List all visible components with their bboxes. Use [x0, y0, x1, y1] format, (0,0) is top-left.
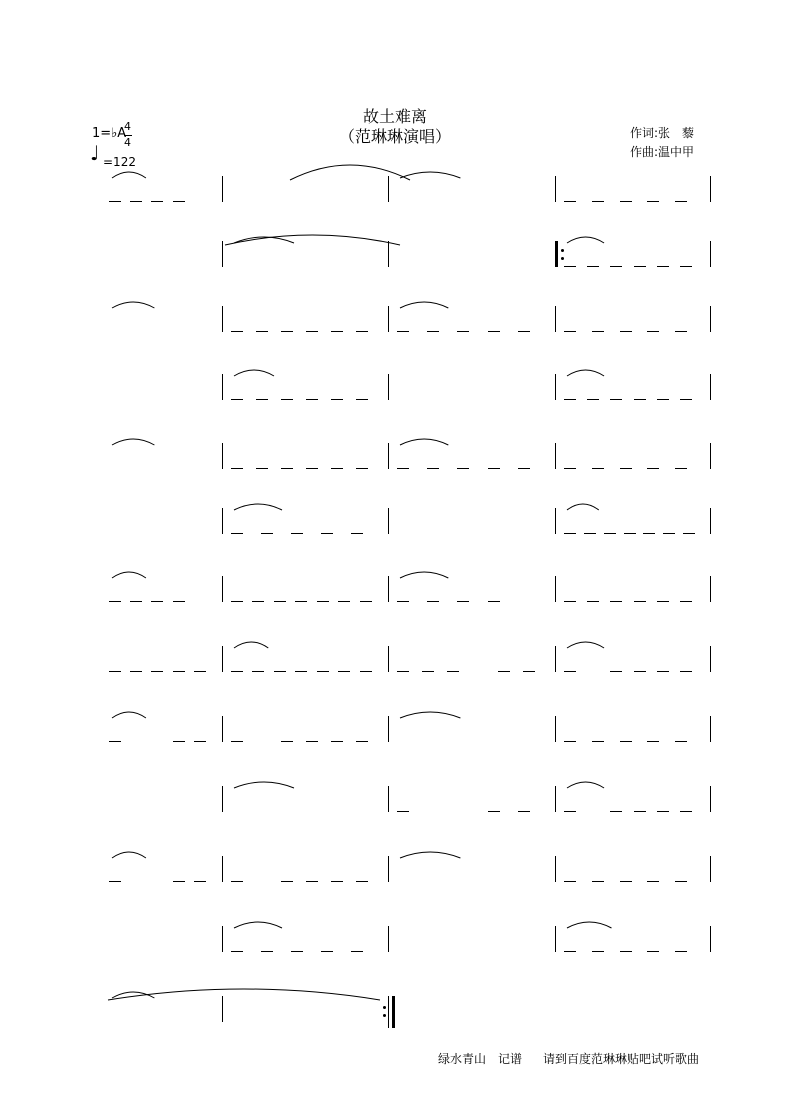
slur	[225, 235, 400, 245]
barline	[555, 176, 556, 202]
barline	[555, 716, 556, 742]
final-barline-thick	[392, 996, 395, 1028]
duration-underline	[360, 601, 372, 602]
barline	[222, 926, 223, 952]
duration-underline	[231, 468, 243, 469]
duration-underline	[252, 671, 264, 672]
duration-underline	[109, 201, 121, 202]
duration-underline	[680, 266, 692, 267]
duration-underline	[647, 951, 659, 952]
duration-underline	[634, 601, 646, 602]
duration-underline	[564, 533, 576, 534]
slur	[112, 302, 154, 308]
duration-underline	[427, 601, 439, 602]
barline	[555, 443, 556, 469]
barline	[710, 306, 711, 332]
duration-underline	[620, 881, 632, 882]
notator-credit: 绿水青山 记谱	[438, 1052, 523, 1066]
barline	[710, 856, 711, 882]
barline	[710, 716, 711, 742]
slur	[234, 504, 282, 510]
duration-underline	[675, 468, 687, 469]
duration-underline	[321, 533, 333, 534]
barline	[710, 926, 711, 952]
duration-underline	[261, 533, 273, 534]
duration-underline	[663, 533, 675, 534]
barline	[222, 241, 223, 267]
barline	[388, 374, 389, 400]
duration-underline	[151, 201, 163, 202]
barline	[388, 856, 389, 882]
duration-underline	[306, 741, 318, 742]
duration-underline	[523, 671, 535, 672]
duration-underline	[397, 671, 409, 672]
tempo-marking: =122	[103, 155, 136, 169]
slur	[234, 370, 274, 376]
duration-underline	[457, 468, 469, 469]
song-subtitle: （范琳琳演唱）	[338, 127, 451, 146]
slur	[567, 782, 604, 788]
barline	[555, 306, 556, 332]
duration-underline	[657, 671, 669, 672]
duration-underline	[306, 331, 318, 332]
repeat-start-barline	[555, 241, 558, 267]
duration-underline	[281, 468, 293, 469]
duration-underline	[356, 741, 368, 742]
duration-underline	[274, 671, 286, 672]
duration-underline	[447, 671, 459, 672]
duration-underline	[564, 468, 576, 469]
duration-underline	[680, 601, 692, 602]
slur	[112, 172, 146, 178]
duration-underline	[194, 671, 206, 672]
slur	[234, 922, 282, 928]
duration-underline	[643, 533, 655, 534]
duration-underline	[634, 266, 646, 267]
quarter-note-icon: ♩	[90, 141, 100, 165]
duration-underline	[231, 399, 243, 400]
duration-underline	[634, 811, 646, 812]
duration-underline	[634, 671, 646, 672]
duration-underline	[604, 533, 616, 534]
duration-underline	[231, 741, 243, 742]
barline	[710, 176, 711, 202]
barline	[388, 176, 389, 202]
duration-underline	[317, 601, 329, 602]
duration-underline	[427, 331, 439, 332]
repeat-dot	[561, 257, 564, 260]
duration-underline	[130, 671, 142, 672]
duration-underline	[564, 201, 576, 202]
listen-note: 请到百度范琳琳贴吧试听歌曲	[543, 1052, 700, 1066]
duration-underline	[498, 671, 510, 672]
duration-underline	[338, 601, 350, 602]
duration-underline	[564, 671, 576, 672]
duration-underline	[231, 951, 243, 952]
duration-underline	[109, 741, 121, 742]
duration-underline	[564, 741, 576, 742]
slur	[108, 989, 380, 1000]
barline	[388, 443, 389, 469]
duration-underline	[231, 331, 243, 332]
barline	[555, 374, 556, 400]
duration-underline	[620, 468, 632, 469]
barline	[222, 508, 223, 534]
duration-underline	[592, 201, 604, 202]
lyricist-credit: 作词:张 藜	[630, 126, 695, 140]
barline	[710, 508, 711, 534]
duration-underline	[620, 201, 632, 202]
duration-underline	[587, 399, 599, 400]
duration-underline	[231, 533, 243, 534]
duration-underline	[281, 881, 293, 882]
slur	[567, 642, 604, 648]
duration-underline	[256, 468, 268, 469]
duration-underline	[675, 331, 687, 332]
barline	[388, 716, 389, 742]
slur	[567, 370, 604, 376]
duration-underline	[109, 881, 121, 882]
duration-underline	[610, 266, 622, 267]
duration-underline	[680, 811, 692, 812]
duration-underline	[295, 671, 307, 672]
song-title: 故土难离	[362, 107, 427, 126]
barline	[222, 786, 223, 812]
slur	[400, 572, 448, 578]
duration-underline	[610, 601, 622, 602]
duration-underline	[130, 201, 142, 202]
slur	[400, 172, 460, 178]
duration-underline	[256, 399, 268, 400]
duration-underline	[587, 601, 599, 602]
duration-underline	[592, 741, 604, 742]
barline	[222, 856, 223, 882]
duration-underline	[331, 881, 343, 882]
duration-underline	[587, 266, 599, 267]
duration-underline	[231, 881, 243, 882]
duration-underline	[518, 811, 530, 812]
duration-underline	[356, 881, 368, 882]
slur	[400, 712, 460, 718]
duration-underline	[194, 881, 206, 882]
duration-underline	[680, 671, 692, 672]
barline	[710, 443, 711, 469]
duration-underline	[675, 201, 687, 202]
duration-underline	[592, 331, 604, 332]
duration-underline	[592, 951, 604, 952]
duration-underline	[173, 671, 185, 672]
slur	[567, 237, 604, 243]
repeat-dot	[383, 1014, 386, 1017]
barline	[555, 576, 556, 602]
slur	[234, 642, 268, 648]
duration-underline	[592, 881, 604, 882]
duration-underline	[610, 399, 622, 400]
duration-underline	[274, 601, 286, 602]
duration-underline	[130, 601, 142, 602]
duration-underline	[351, 533, 363, 534]
duration-underline	[610, 671, 622, 672]
barline	[710, 646, 711, 672]
duration-underline	[564, 881, 576, 882]
slur	[400, 302, 448, 308]
duration-underline	[252, 601, 264, 602]
duration-underline	[647, 881, 659, 882]
duration-underline	[657, 601, 669, 602]
duration-underline	[564, 601, 576, 602]
duration-underline	[397, 468, 409, 469]
duration-underline	[488, 468, 500, 469]
duration-underline	[356, 331, 368, 332]
duration-underline	[291, 951, 303, 952]
duration-underline	[488, 601, 500, 602]
duration-underline	[351, 951, 363, 952]
barline	[388, 508, 389, 534]
duration-underline	[231, 671, 243, 672]
slur	[567, 922, 611, 928]
barline	[555, 646, 556, 672]
time-sig-denominator: 4	[124, 136, 131, 149]
duration-underline	[151, 601, 163, 602]
slur	[112, 439, 154, 445]
barline	[222, 646, 223, 672]
duration-underline	[317, 671, 329, 672]
duration-underline	[620, 741, 632, 742]
duration-underline	[624, 533, 636, 534]
duration-underline	[194, 741, 206, 742]
duration-underline	[518, 468, 530, 469]
duration-underline	[647, 331, 659, 332]
barline	[555, 786, 556, 812]
barline	[388, 306, 389, 332]
duration-underline	[256, 331, 268, 332]
time-sig-numerator: 4	[124, 120, 131, 133]
duration-underline	[356, 468, 368, 469]
duration-underline	[306, 881, 318, 882]
duration-underline	[634, 399, 646, 400]
slur	[112, 572, 146, 578]
duration-underline	[291, 533, 303, 534]
barline	[222, 306, 223, 332]
duration-underline	[564, 399, 576, 400]
duration-underline	[261, 951, 273, 952]
duration-underline	[331, 741, 343, 742]
barline	[388, 926, 389, 952]
duration-underline	[173, 201, 185, 202]
barline	[710, 374, 711, 400]
final-barline-thin	[388, 996, 389, 1028]
duration-underline	[151, 671, 163, 672]
duration-underline	[488, 331, 500, 332]
duration-underline	[321, 951, 333, 952]
barline	[555, 856, 556, 882]
duration-underline	[657, 811, 669, 812]
duration-underline	[564, 811, 576, 812]
duration-underline	[675, 951, 687, 952]
barline	[388, 576, 389, 602]
repeat-dot	[383, 1006, 386, 1009]
barline	[555, 926, 556, 952]
duration-underline	[683, 533, 695, 534]
duration-underline	[331, 331, 343, 332]
duration-underline	[564, 951, 576, 952]
duration-underline	[281, 741, 293, 742]
barline	[388, 786, 389, 812]
barline	[222, 374, 223, 400]
duration-underline	[281, 399, 293, 400]
composer-credit: 作曲:温中甲	[630, 145, 695, 159]
slur	[400, 439, 448, 445]
barline	[710, 786, 711, 812]
duration-underline	[647, 201, 659, 202]
duration-underline	[675, 881, 687, 882]
duration-underline	[306, 468, 318, 469]
duration-underline	[584, 533, 596, 534]
duration-underline	[360, 671, 372, 672]
duration-underline	[647, 468, 659, 469]
slur	[112, 852, 146, 858]
barline	[710, 241, 711, 267]
duration-underline	[680, 399, 692, 400]
duration-underline	[457, 601, 469, 602]
repeat-dot	[561, 249, 564, 252]
slur	[567, 504, 599, 510]
key-signature: 1=♭A	[92, 126, 127, 141]
duration-underline	[397, 331, 409, 332]
duration-underline	[647, 741, 659, 742]
duration-underline	[306, 399, 318, 400]
duration-underline	[173, 601, 185, 602]
duration-underline	[231, 601, 243, 602]
duration-underline	[397, 811, 409, 812]
barline	[222, 443, 223, 469]
duration-underline	[331, 468, 343, 469]
slur	[400, 852, 460, 858]
barline	[388, 241, 389, 267]
duration-underline	[356, 399, 368, 400]
duration-underline	[457, 331, 469, 332]
duration-underline	[620, 951, 632, 952]
barline	[710, 576, 711, 602]
duration-underline	[173, 881, 185, 882]
duration-underline	[620, 331, 632, 332]
duration-underline	[675, 741, 687, 742]
duration-underline	[109, 601, 121, 602]
slur	[290, 165, 410, 180]
duration-underline	[109, 671, 121, 672]
duration-underline	[657, 399, 669, 400]
duration-underline	[281, 331, 293, 332]
barline	[388, 646, 389, 672]
duration-underline	[427, 468, 439, 469]
duration-underline	[331, 399, 343, 400]
duration-underline	[610, 811, 622, 812]
duration-underline	[338, 671, 350, 672]
duration-underline	[564, 266, 576, 267]
barline	[555, 508, 556, 534]
barline	[222, 716, 223, 742]
duration-underline	[422, 671, 434, 672]
duration-underline	[295, 601, 307, 602]
barline	[222, 996, 223, 1022]
barline	[222, 176, 223, 202]
slur	[234, 782, 294, 788]
slur	[112, 992, 154, 998]
duration-underline	[518, 331, 530, 332]
duration-underline	[488, 811, 500, 812]
duration-underline	[564, 331, 576, 332]
duration-underline	[657, 266, 669, 267]
slur	[112, 712, 146, 718]
duration-underline	[592, 468, 604, 469]
barline	[222, 576, 223, 602]
duration-underline	[173, 741, 185, 742]
duration-underline	[397, 601, 409, 602]
